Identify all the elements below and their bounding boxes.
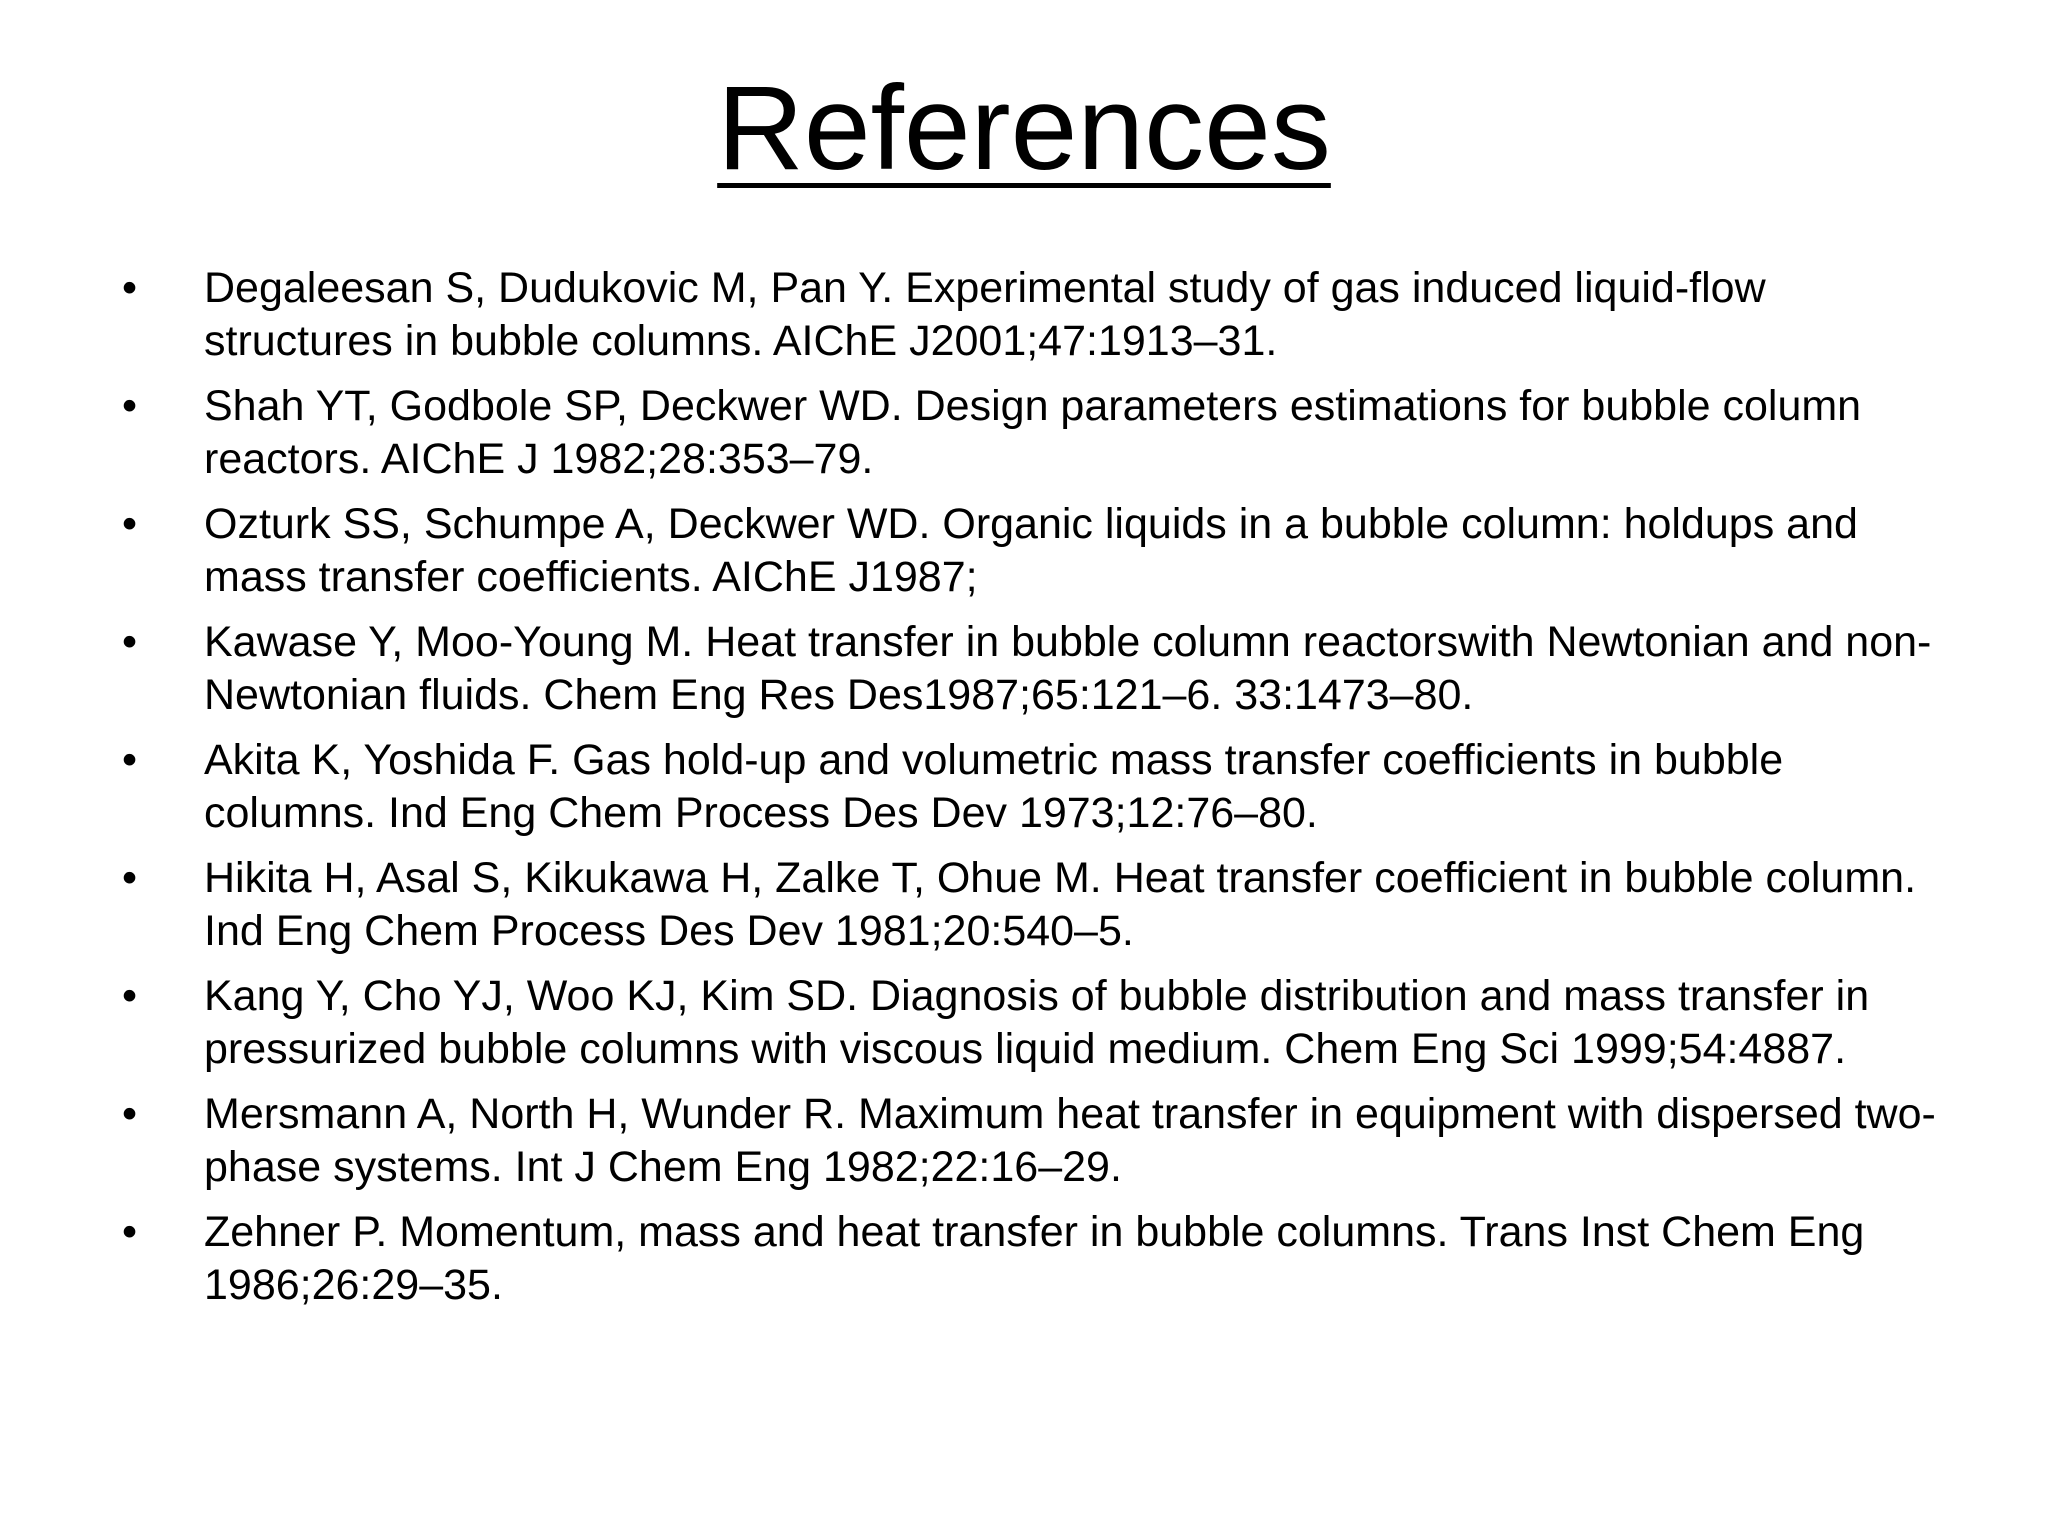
- bullet-icon: •: [122, 1208, 138, 1256]
- bullet-icon: •: [122, 500, 138, 548]
- reference-item: [122, 1206, 1942, 1312]
- reference-text: Kang Y, Cho YJ, Woo KJ, Kim SD. Diagnosis of bubble distribution and mass transfer in pressurized bubble columns with viscous liquid medium. Chem Eng Sci 1999;54:4887.: [204, 972, 1870, 1073]
- bullet-icon: •: [122, 382, 138, 430]
- reference-item: [122, 262, 1942, 368]
- reference-item: [122, 380, 1942, 486]
- bullet-icon: •: [122, 972, 138, 1020]
- bullet-icon: •: [122, 854, 138, 902]
- reference-text: Degaleesan S, Dudukovic M, Pan Y. Experimental study of gas induced liquid-flow structures in bubble columns. AIChE J2001;47:1913–31.: [204, 264, 1766, 365]
- reference-text: Shah YT, Godbole SP, Deckwer WD. Design parameters estimations for bubble column reactors. AIChE J 1982;28:353–79.: [204, 382, 1862, 483]
- reference-text: Hikita H, Asal S, Kikukawa H, Zalke T, Ohue M. Heat transfer coefficient in bubble column. Ind Eng Chem Process Des Dev 1981;20:540–5.: [204, 854, 1917, 955]
- reference-text: Akita K, Yoshida F. Gas hold-up and volumetric mass transfer coefficients in bubble columns. Ind Eng Chem Process Des Dev 1973;12:76–80.: [204, 736, 1784, 837]
- reference-text: Ozturk SS, Schumpe A, Deckwer WD. Organic liquids in a bubble column: holdups and mass transfer coefficients. AIChE J1987;: [204, 500, 1858, 601]
- reference-item: [122, 1088, 1942, 1194]
- reference-item: [122, 616, 1942, 722]
- reference-list: [122, 262, 1942, 1324]
- reference-text: Kawase Y, Moo-Young M. Heat transfer in bubble column reactorswith Newtonian and non-Newtonian fluids. Chem Eng Res Des1987;65:121–6. 33:1473–80.: [204, 618, 1932, 719]
- reference-item: [122, 970, 1942, 1076]
- bullet-icon: •: [122, 736, 138, 784]
- bullet-icon: •: [122, 618, 138, 666]
- slide-title: References: [717, 61, 1331, 195]
- reference-item: [122, 498, 1942, 604]
- reference-text: Mersmann A, North H, Wunder R. Maximum heat transfer in equipment with dispersed two-phase systems. Int J Chem Eng 1982;22:16–29.: [204, 1090, 1936, 1191]
- reference-text: Zehner P. Momentum, mass and heat transfer in bubble columns. Trans Inst Chem Eng 1986;26:29–35.: [204, 1208, 1865, 1309]
- bullet-icon: •: [122, 264, 138, 312]
- reference-item: [122, 734, 1942, 840]
- reference-item: [122, 852, 1942, 958]
- bullet-icon: •: [122, 1090, 138, 1138]
